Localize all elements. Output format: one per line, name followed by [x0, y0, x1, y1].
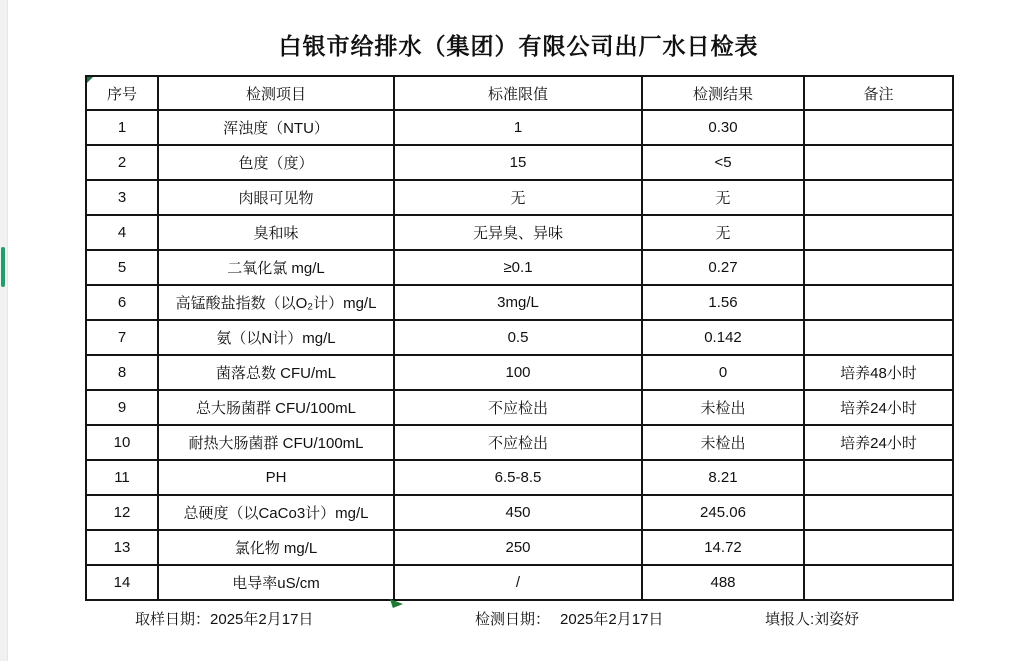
cell-item[interactable]: PH — [158, 460, 394, 495]
table-row — [86, 145, 953, 180]
table-row — [86, 495, 953, 530]
cell-result[interactable]: 488 — [642, 565, 804, 600]
cell-item[interactable]: 臭和味 — [158, 215, 394, 250]
sample-date-label: 取样日期： — [135, 611, 211, 628]
cell-note[interactable]: 培养24小时 — [804, 390, 953, 425]
cell-limit[interactable]: 3mg/L — [394, 285, 642, 320]
cell-limit[interactable]: 450 — [394, 495, 642, 530]
cell-no[interactable]: 10 — [86, 425, 158, 460]
cell-note[interactable] — [804, 180, 953, 215]
cell-no[interactable]: 6 — [86, 285, 158, 320]
cell-limit[interactable]: 无异臭、异味 — [394, 215, 642, 250]
cell-result[interactable]: 未检出 — [642, 390, 804, 425]
cell-limit[interactable]: 无 — [394, 180, 642, 215]
cell-result[interactable]: 无 — [642, 180, 804, 215]
cell-no[interactable]: 1 — [86, 110, 158, 145]
cell-item[interactable]: 耐热大肠菌群 CFU/100mL — [158, 425, 394, 460]
sample-date-value: 2025年2月17日 — [210, 611, 314, 628]
cell-note[interactable]: 培养24小时 — [804, 425, 953, 460]
table-header-row — [86, 76, 953, 110]
test-date-label: 检测日期： — [475, 611, 551, 628]
cell-no[interactable]: 3 — [86, 180, 158, 215]
cell-no[interactable]: 5 — [86, 250, 158, 285]
cell-no[interactable]: 2 — [86, 145, 158, 180]
cell-limit[interactable]: 6.5-8.5 — [394, 460, 642, 495]
cell-result[interactable]: 245.06 — [642, 495, 804, 530]
table-row — [86, 355, 953, 390]
table-row — [86, 250, 953, 285]
cell-result[interactable]: 0.142 — [642, 320, 804, 355]
cell-no[interactable]: 13 — [86, 530, 158, 565]
table-body — [86, 110, 953, 600]
cell-item[interactable]: 肉眼可见物 — [158, 180, 394, 215]
table-row — [86, 215, 953, 250]
cell-item[interactable]: 二氧化氯 mg/L — [158, 250, 394, 285]
cell-item[interactable]: 色度（度） — [158, 145, 394, 180]
reporter-name: 刘姿妤 — [814, 611, 860, 628]
table-row — [86, 530, 953, 565]
table-row — [86, 110, 953, 145]
reporter-label: 填报人: — [765, 611, 815, 628]
cell-limit[interactable]: 0.5 — [394, 320, 642, 355]
cell-limit[interactable]: 不应检出 — [394, 425, 642, 460]
table-row — [86, 460, 953, 495]
cell-limit[interactable]: 不应检出 — [394, 390, 642, 425]
cell-result[interactable]: 8.21 — [642, 460, 804, 495]
sample-date — [135, 608, 313, 629]
header-note[interactable]: 备注 — [804, 76, 953, 110]
footer — [0, 608, 1020, 634]
cell-note[interactable] — [804, 530, 953, 565]
header-result[interactable]: 检测结果 — [642, 76, 804, 110]
cell-limit[interactable]: / — [394, 565, 642, 600]
cell-limit[interactable]: 250 — [394, 530, 642, 565]
cell-result[interactable]: 0 — [642, 355, 804, 390]
cell-item[interactable]: 浑浊度（NTU） — [158, 110, 394, 145]
cell-limit[interactable]: ≥0.1 — [394, 250, 642, 285]
cell-no[interactable]: 12 — [86, 495, 158, 530]
header-item[interactable]: 检测项目 — [158, 76, 394, 110]
table-row — [86, 565, 953, 600]
cell-item[interactable]: 氯化物 mg/L — [158, 530, 394, 565]
cell-no[interactable]: 8 — [86, 355, 158, 390]
cell-item[interactable]: 高锰酸盐指数（以O₂计）mg/L — [158, 285, 394, 320]
reporter — [765, 608, 859, 629]
test-date-value: 2025年2月17日 — [560, 611, 664, 628]
cell-result[interactable]: 无 — [642, 215, 804, 250]
table-row — [86, 180, 953, 215]
left-edge-strip — [0, 0, 8, 661]
page-title: 白银市给排水（集团）有限公司出厂水日检表 — [278, 33, 759, 59]
cell-item[interactable]: 电导率uS/cm — [158, 565, 394, 600]
table-row — [86, 320, 953, 355]
cell-result[interactable]: 14.72 — [642, 530, 804, 565]
cell-limit[interactable]: 15 — [394, 145, 642, 180]
cell-result[interactable]: <5 — [642, 145, 804, 180]
table-row — [86, 285, 953, 320]
cell-item[interactable]: 菌落总数 CFU/mL — [158, 355, 394, 390]
water-check-table — [85, 75, 954, 601]
header-limit[interactable]: 标准限值 — [394, 76, 642, 110]
cell-note[interactable] — [804, 285, 953, 320]
cell-note[interactable] — [804, 145, 953, 180]
cell-note[interactable] — [804, 320, 953, 355]
cell-note[interactable] — [804, 250, 953, 285]
cell-result[interactable]: 1.56 — [642, 285, 804, 320]
cell-limit[interactable]: 100 — [394, 355, 642, 390]
cell-result[interactable]: 0.30 — [642, 110, 804, 145]
cell-note[interactable] — [804, 460, 953, 495]
test-date — [475, 608, 663, 629]
cell-no[interactable]: 7 — [86, 320, 158, 355]
table-row — [86, 425, 953, 460]
cell-result[interactable]: 未检出 — [642, 425, 804, 460]
cell-item[interactable]: 氨（以N计）mg/L — [158, 320, 394, 355]
scroll-thumb-icon[interactable] — [1, 247, 5, 287]
table-row — [86, 390, 953, 425]
cell-no[interactable]: 14 — [86, 565, 158, 600]
header-no[interactable]: 序号 — [86, 76, 158, 110]
cell-item[interactable]: 总大肠菌群 CFU/100mL — [158, 390, 394, 425]
cell-note[interactable] — [804, 495, 953, 530]
cell-limit[interactable]: 1 — [394, 110, 642, 145]
cell-no[interactable]: 4 — [86, 215, 158, 250]
cell-note[interactable] — [804, 565, 953, 600]
cell-note[interactable]: 培养48小时 — [804, 355, 953, 390]
cell-result[interactable]: 0.27 — [642, 250, 804, 285]
cell-note[interactable] — [804, 110, 953, 145]
cell-item[interactable]: 总硬度（以CaCo3计）mg/L — [158, 495, 394, 530]
cell-note[interactable] — [804, 215, 953, 250]
cell-no[interactable]: 11 — [86, 460, 158, 495]
cell-no[interactable]: 9 — [86, 390, 158, 425]
